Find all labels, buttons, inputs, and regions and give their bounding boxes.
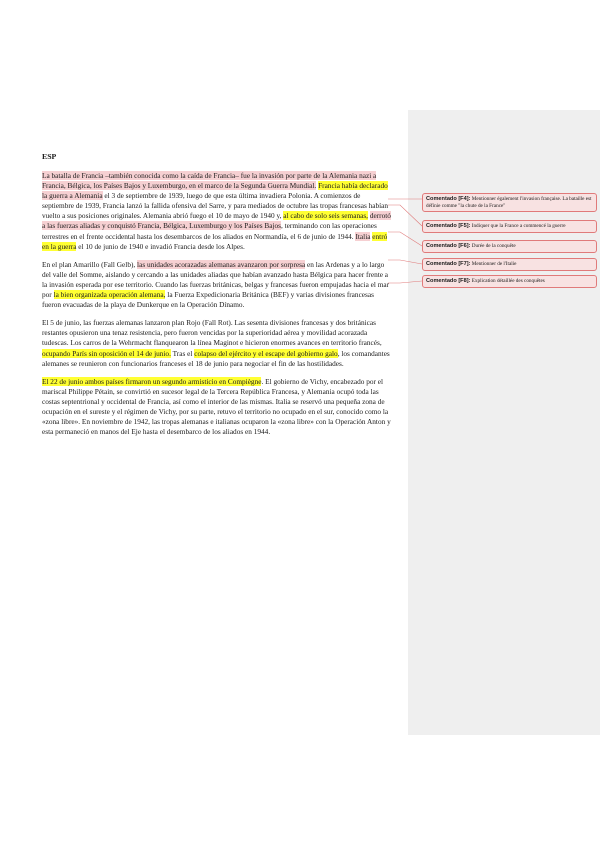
commented-text[interactable]: derrotó a las fuerzas aliadas y conquistó Francia, Bélgica, Luxemburgo y los Países Bajos [42, 211, 391, 231]
comment-f7[interactable] [422, 258, 597, 271]
highlighted-text[interactable]: al cabo de solo seis semanas, [283, 211, 368, 221]
commented-text[interactable]: La batalla de Francia –también conocida como la caída de Francia– fue la invasión por parte de la Alemania nazi a Francia, Bélgica, los Países Bajos y Luxemburgo, en el marco de la Segunda Guerra Mundial. [42, 171, 377, 191]
highlighted-text[interactable]: ocupando París sin oposición el 14 de junio. [42, 348, 171, 358]
comment-text: Mentionner de l'Italie [471, 261, 517, 267]
document-heading: ESP [42, 152, 57, 161]
highlighted-text[interactable]: El 22 de junio ambos países firmaron un segundo armisticio en Compiègne [42, 376, 262, 386]
highlighted-text[interactable]: colapso del ejército y el escape del gobierno galo [194, 348, 338, 358]
commented-text[interactable]: las unidades acorazadas alemanas avanzaron por sorpresa [137, 259, 306, 269]
paragraph-4: El 22 de junio ambos países firmaron un segundo armisticio en Compiègne. El gobierno de Vichy, encabezado por el mariscal Philippe Pétain, se convirtió en sucesor legal de la Tercera República Francesa, y Alemania ocupó toda las costas septentrional y occidental de Francia, así como el interior de las mismas. Italia se reservó una pequeña zona de ocupación en el sureste y el régimen de Vichy, por su parte, retuvo el territorio no ocupado en el sur, conocido como la «zona libre». En noviembre de 1942, las tropas alemanas e italianas ocuparon la «zona libre» con la Operación Anton y esta permaneció en manos del Eje hasta el desembarco de los aliados en 1944. [42, 376, 391, 437]
highlighted-text[interactable]: Francia había declarado [318, 181, 388, 191]
comment-f6[interactable] [422, 240, 597, 253]
commented-text[interactable]: Italia [355, 231, 371, 241]
comment-f5[interactable] [422, 220, 597, 233]
comment-f8[interactable] [422, 275, 597, 288]
commented-text[interactable]: la guerra a Alemania [42, 191, 103, 201]
comment-label: Comentado [F7]: [426, 261, 471, 267]
comment-label: Comentado [F4]: [426, 196, 471, 202]
paragraph-1: La batalla de Francia –también conocida como la caída de Francia– fue la invasión por parte de la Alemania nazi a Francia, Bélgica, los Países Bajos y Luxemburgo, en el marco de la Segunda Guerra Mundial. Francia había declarado la guerra a Alemania el 3 de septiembre de 1939, luego de que esta última invadiera Polonia. A comienzos de septiembre de 1939, Francia lanzó la fallida ofensiva del Sarre, y para mediados de octubre las tropas francesas habían vuelto a sus posiciones originales. Alemania abrió fuego el 10 de mayo de 1940 y, al cabo de solo seis semanas, derrotó a las fuerzas aliadas y conquistó Francia, Bélgica, Luxemburgo y los Países Bajos, terminando con las operaciones terrestres en el frente occidental hasta los desembarcos de los aliados en Normandía, el 6 de junio de 1944. Italia entró en la guerra el 10 de junio de 1940 e invadió Francia desde los Alpes. [42, 171, 391, 251]
highlighted-text[interactable]: la bien organizada operación alemana, [53, 290, 166, 300]
comment-label: Comentado [F6]: [426, 243, 471, 249]
comment-f4[interactable] [422, 193, 597, 212]
comment-label: Comentado [F5]: [426, 223, 471, 229]
paragraph-2: En el plan Amarillo (Fall Gelb), las unidades acorazadas alemanas avanzaron por sorpresa en las Ardenas y a lo largo del valle del Somme, aislando y cercando a las unidades aliadas que habían avanzado hasta Bélgica para hacer frente a la invasión esperada por ese territorio. Cuando las fuerzas británicas, belgas y francesas fueron empujadas hacia el mar por la bien organizada operación alemana, la Fuerza Expedicionaria Británica (BEF) y varias divisiones francesas fueron evacuadas de la playa de Dunkerque en la Operación Dínamo. [42, 259, 390, 310]
comment-text: Durée de la conquête [471, 243, 516, 249]
comment-text: Explication détaillée des conquêtes [471, 278, 545, 284]
comment-text: Mentionner également l'invasion française. La bataille est définie comme "la chute de la France" [426, 196, 592, 209]
document-body [42, 152, 394, 445]
comment-text: Indiquer que la France a commencé la guerre [471, 223, 566, 229]
paragraph-3: El 5 de junio, las fuerzas alemanas lanzaron plan Rojo (Fall Rot). Las sesenta divisiones francesas y dos británicas restantes opusieron una tenaz resistencia, pero fueron vencidas por la superioridad aérea y movilidad acorazada tudescas. Los carros de la Wehrmacht flanquearon la línea Maginot e hicieron enormes avances en territorio francés, ocupando París sin oposición el 14 de junio. Tras el colapso del ejército y el escape del gobierno galo, los comandantes alemanes se reunieron con funcionarios franceses el 18 de junio para negociar el fin de las hostilidades. [42, 318, 390, 368]
highlighted-text[interactable]: entró en la guerra [42, 231, 388, 251]
comment-label: Comentado [F8]: [426, 278, 471, 284]
